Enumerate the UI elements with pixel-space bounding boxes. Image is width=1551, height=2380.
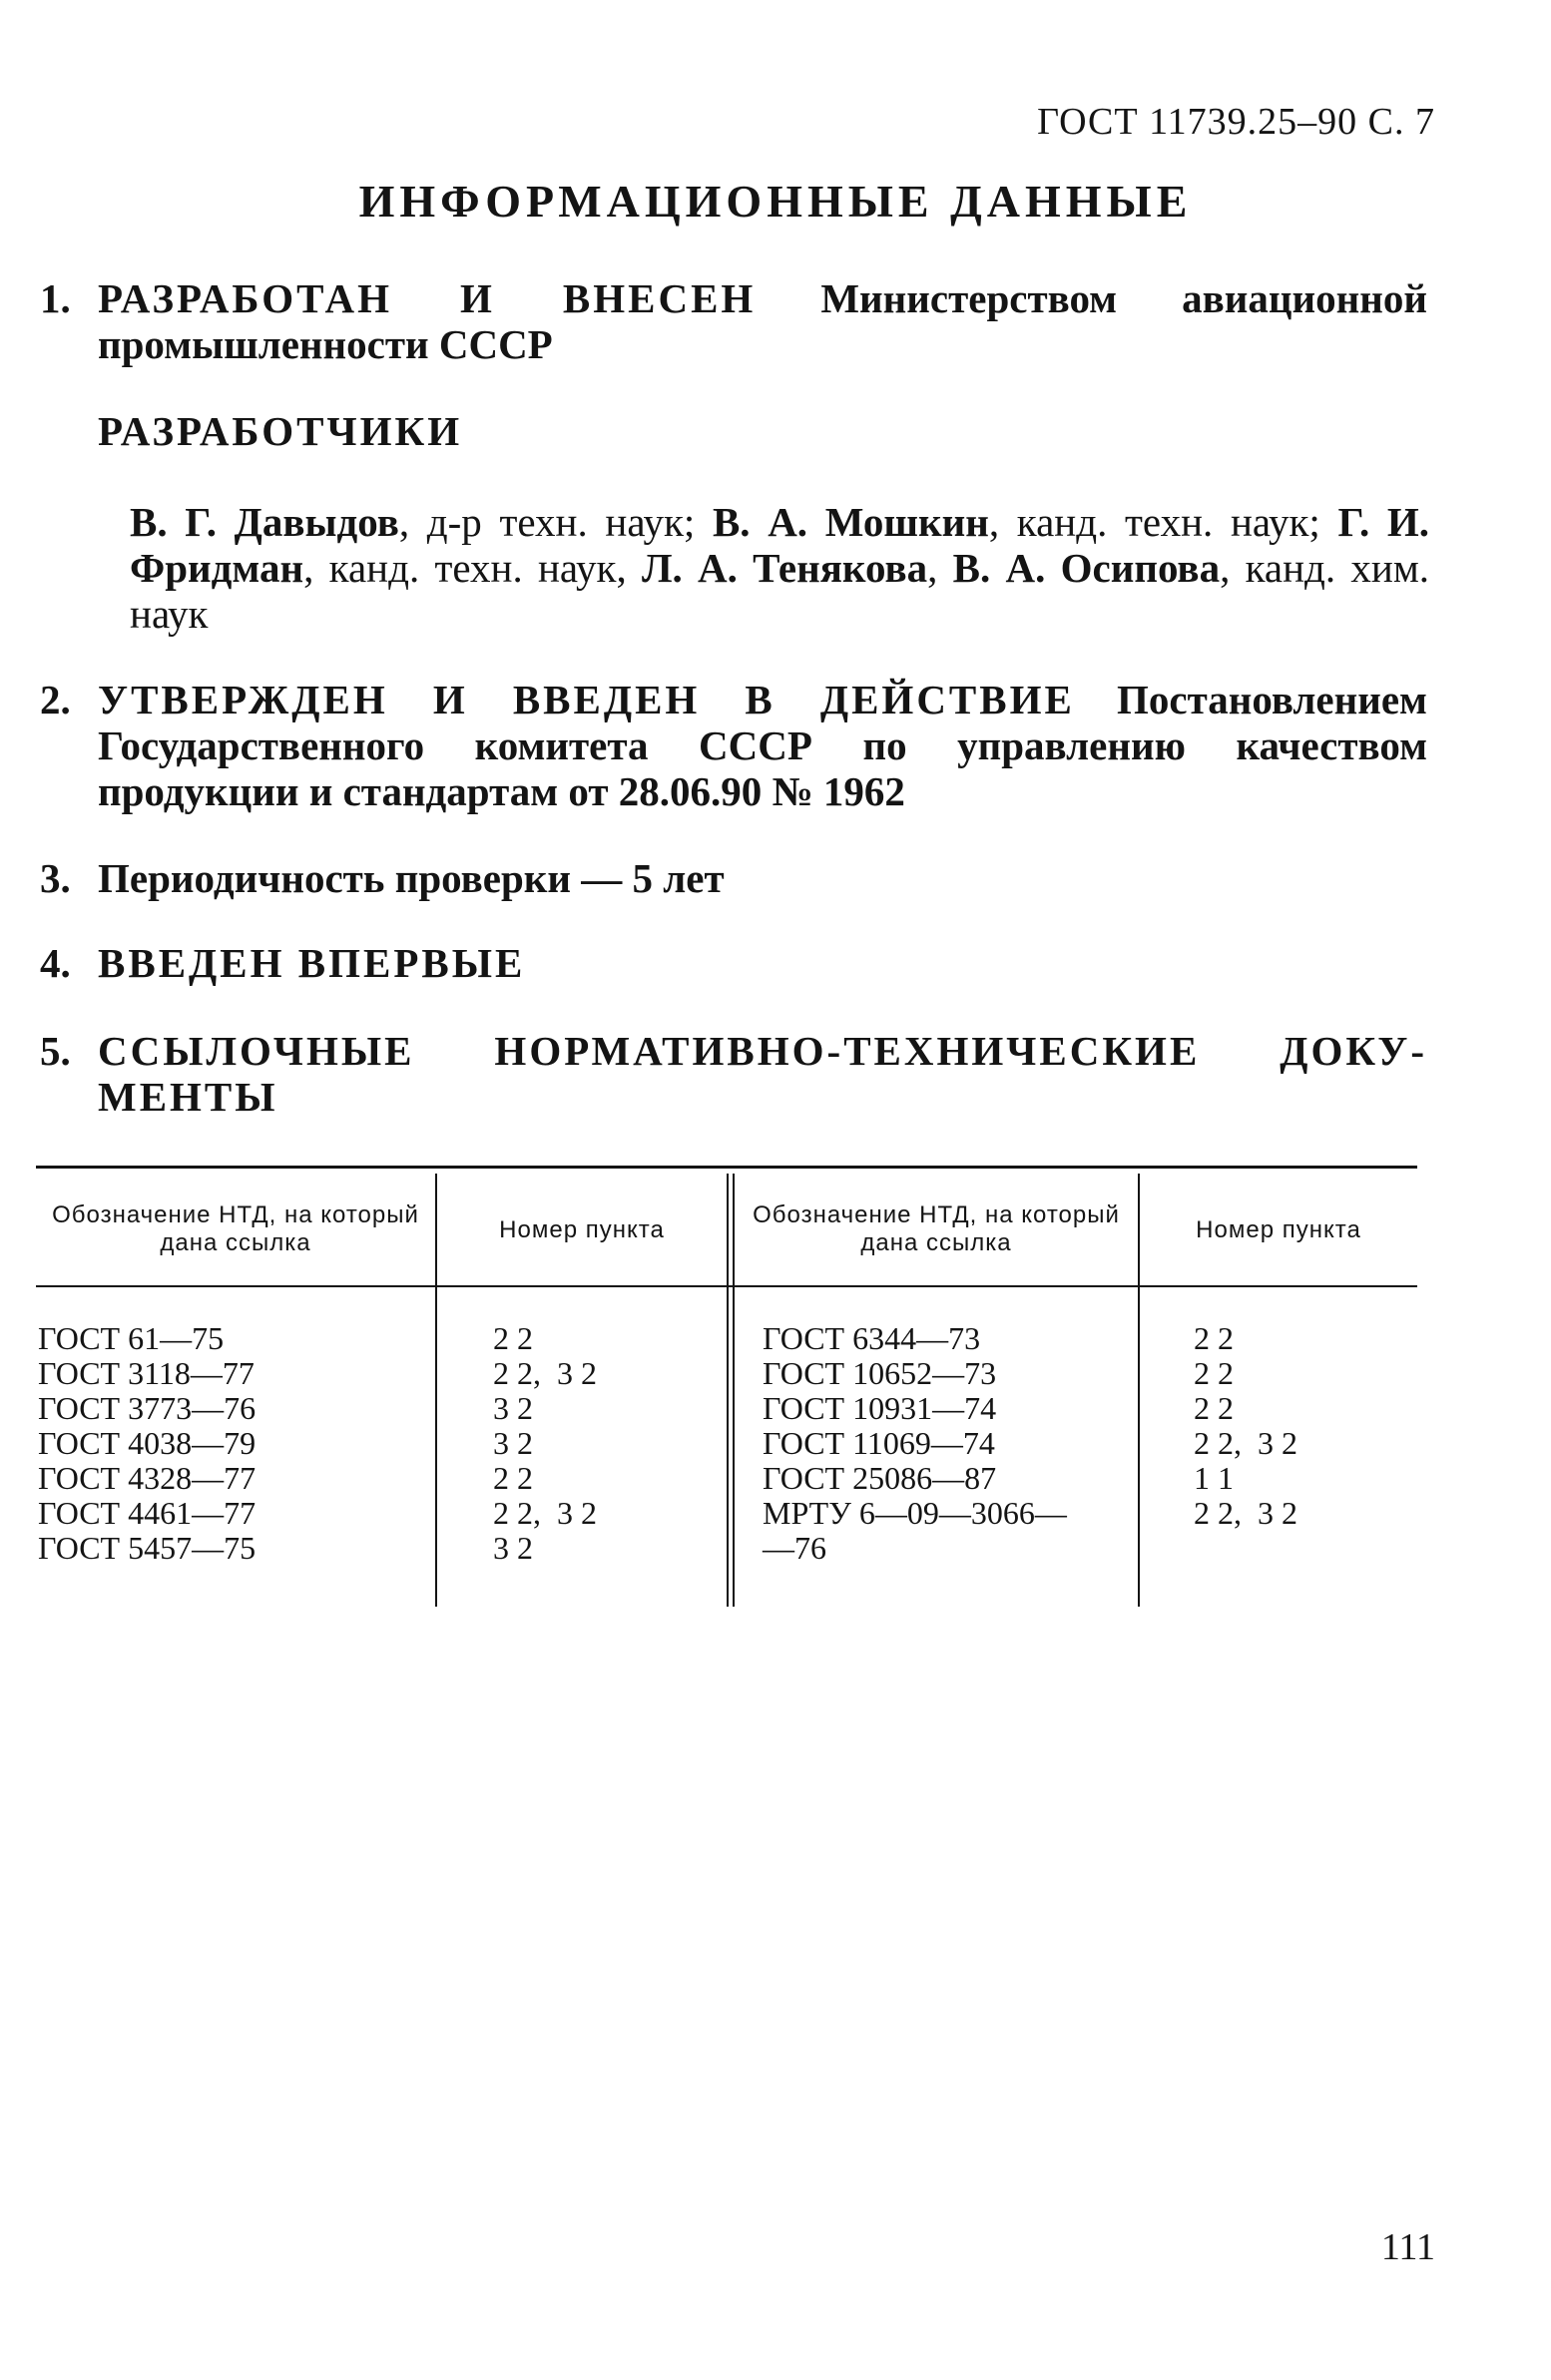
developer-degree: канд. техн. наук (328, 545, 617, 591)
heading-word: МЕНТЫ (98, 1074, 278, 1120)
heading-word: НОРМАТИВНО-ТЕХНИЧЕСКИЕ (494, 1028, 1201, 1074)
developer-degree: канд. хим. наук (130, 545, 1430, 637)
table-header-cell: Обозначение НТД, на который дана ссылка (52, 1201, 419, 1256)
reference-table (36, 1166, 1417, 1609)
item-number: 3. (40, 855, 71, 901)
developers-heading: РАЗРАБОТЧИКИ (98, 408, 463, 454)
item-developed-by (40, 275, 1427, 367)
separator: , (616, 545, 642, 591)
developers-list (130, 499, 1429, 637)
item-number: 4. (40, 940, 71, 986)
developer-degree: д-р техн. наук (426, 499, 684, 545)
item-text: Периодичность проверки — 5 лет (98, 855, 725, 901)
developer-name: В. Г. Давыдов (130, 499, 399, 545)
heading-word: ДОКУ- (1280, 1028, 1427, 1074)
item-text: Постановлением Государственного комитета СССР по управлению качеством продукции и стандартам от 28.06.90 № 1962 (98, 677, 1427, 814)
item-text: Министерством авиационной промышленности СССР (98, 275, 1428, 367)
table-column-documents: ГОСТ 6344—73 ГОСТ 10652—73 ГОСТ 10931—74 ГОСТ 11069—74 ГОСТ 25086—87 МРТУ 6—09—3066— —76 (763, 1320, 1067, 1566)
table-column-points: 2 2 2 2 2 2 2 2, 3 2 1 1 2 2, 3 2 (1194, 1320, 1297, 1531)
item-caps-text: ВВЕДЕН ВПЕРВЫЕ (98, 940, 526, 986)
separator: ; (1308, 499, 1338, 545)
item-caps-text: РАЗРАБОТАН И ВНЕСЕН (98, 275, 757, 321)
item-caps-text: УТВЕРЖДЕН И ВВЕДЕН В ДЕЙСТВИЕ (98, 677, 1075, 722)
developer-name: В. А. Осипова (952, 545, 1221, 591)
separator: , (927, 545, 953, 591)
developer-name: В. А. Мошкин (712, 499, 989, 545)
table-header-cell: Номер пункта (1196, 1216, 1361, 1243)
item-number: 1. (40, 275, 71, 321)
column-divider-double (727, 1174, 729, 1607)
table-header-cell: Обозначение НТД, на который дана ссылка (753, 1201, 1120, 1256)
separator: ; (683, 499, 713, 545)
item-approved (40, 677, 1427, 814)
table-header-cell: Номер пункта (499, 1216, 665, 1243)
separator: , (1220, 545, 1246, 591)
page-number: 111 (1380, 2226, 1435, 2268)
developer-name: Л. А. Тенякова (641, 545, 928, 591)
separator: , (398, 499, 427, 545)
developer-degree: канд. техн. наук (1016, 499, 1309, 545)
separator: , (303, 545, 329, 591)
item-number: 5. (40, 1028, 71, 1074)
item-number: 2. (40, 677, 71, 722)
table-top-rule (36, 1166, 1417, 1169)
developer-name: Г. И. Фридман (130, 499, 1429, 591)
item-first-introduced (40, 940, 1427, 986)
page-title: ИНФОРМАЦИОННЫЕ ДАННЫЕ (358, 176, 1193, 227)
table-column-documents: ГОСТ 61—75 ГОСТ 3118—77 ГОСТ 3773—76 ГОСТ 4038—79 ГОСТ 4328—77 ГОСТ 4461—77 ГОСТ 5457—75 (38, 1320, 257, 1566)
running-header: ГОСТ 11739.25–90 С. 7 (1037, 101, 1435, 143)
item-reference-documents (40, 1028, 1427, 1120)
table-column-points: 2 2 2 2, 3 2 3 2 3 2 2 2 2 2, 3 2 3 2 (493, 1320, 597, 1566)
heading-word: ССЫЛОЧНЫЕ (98, 1028, 415, 1074)
separator: , (988, 499, 1017, 545)
item-review-period (40, 855, 1427, 901)
